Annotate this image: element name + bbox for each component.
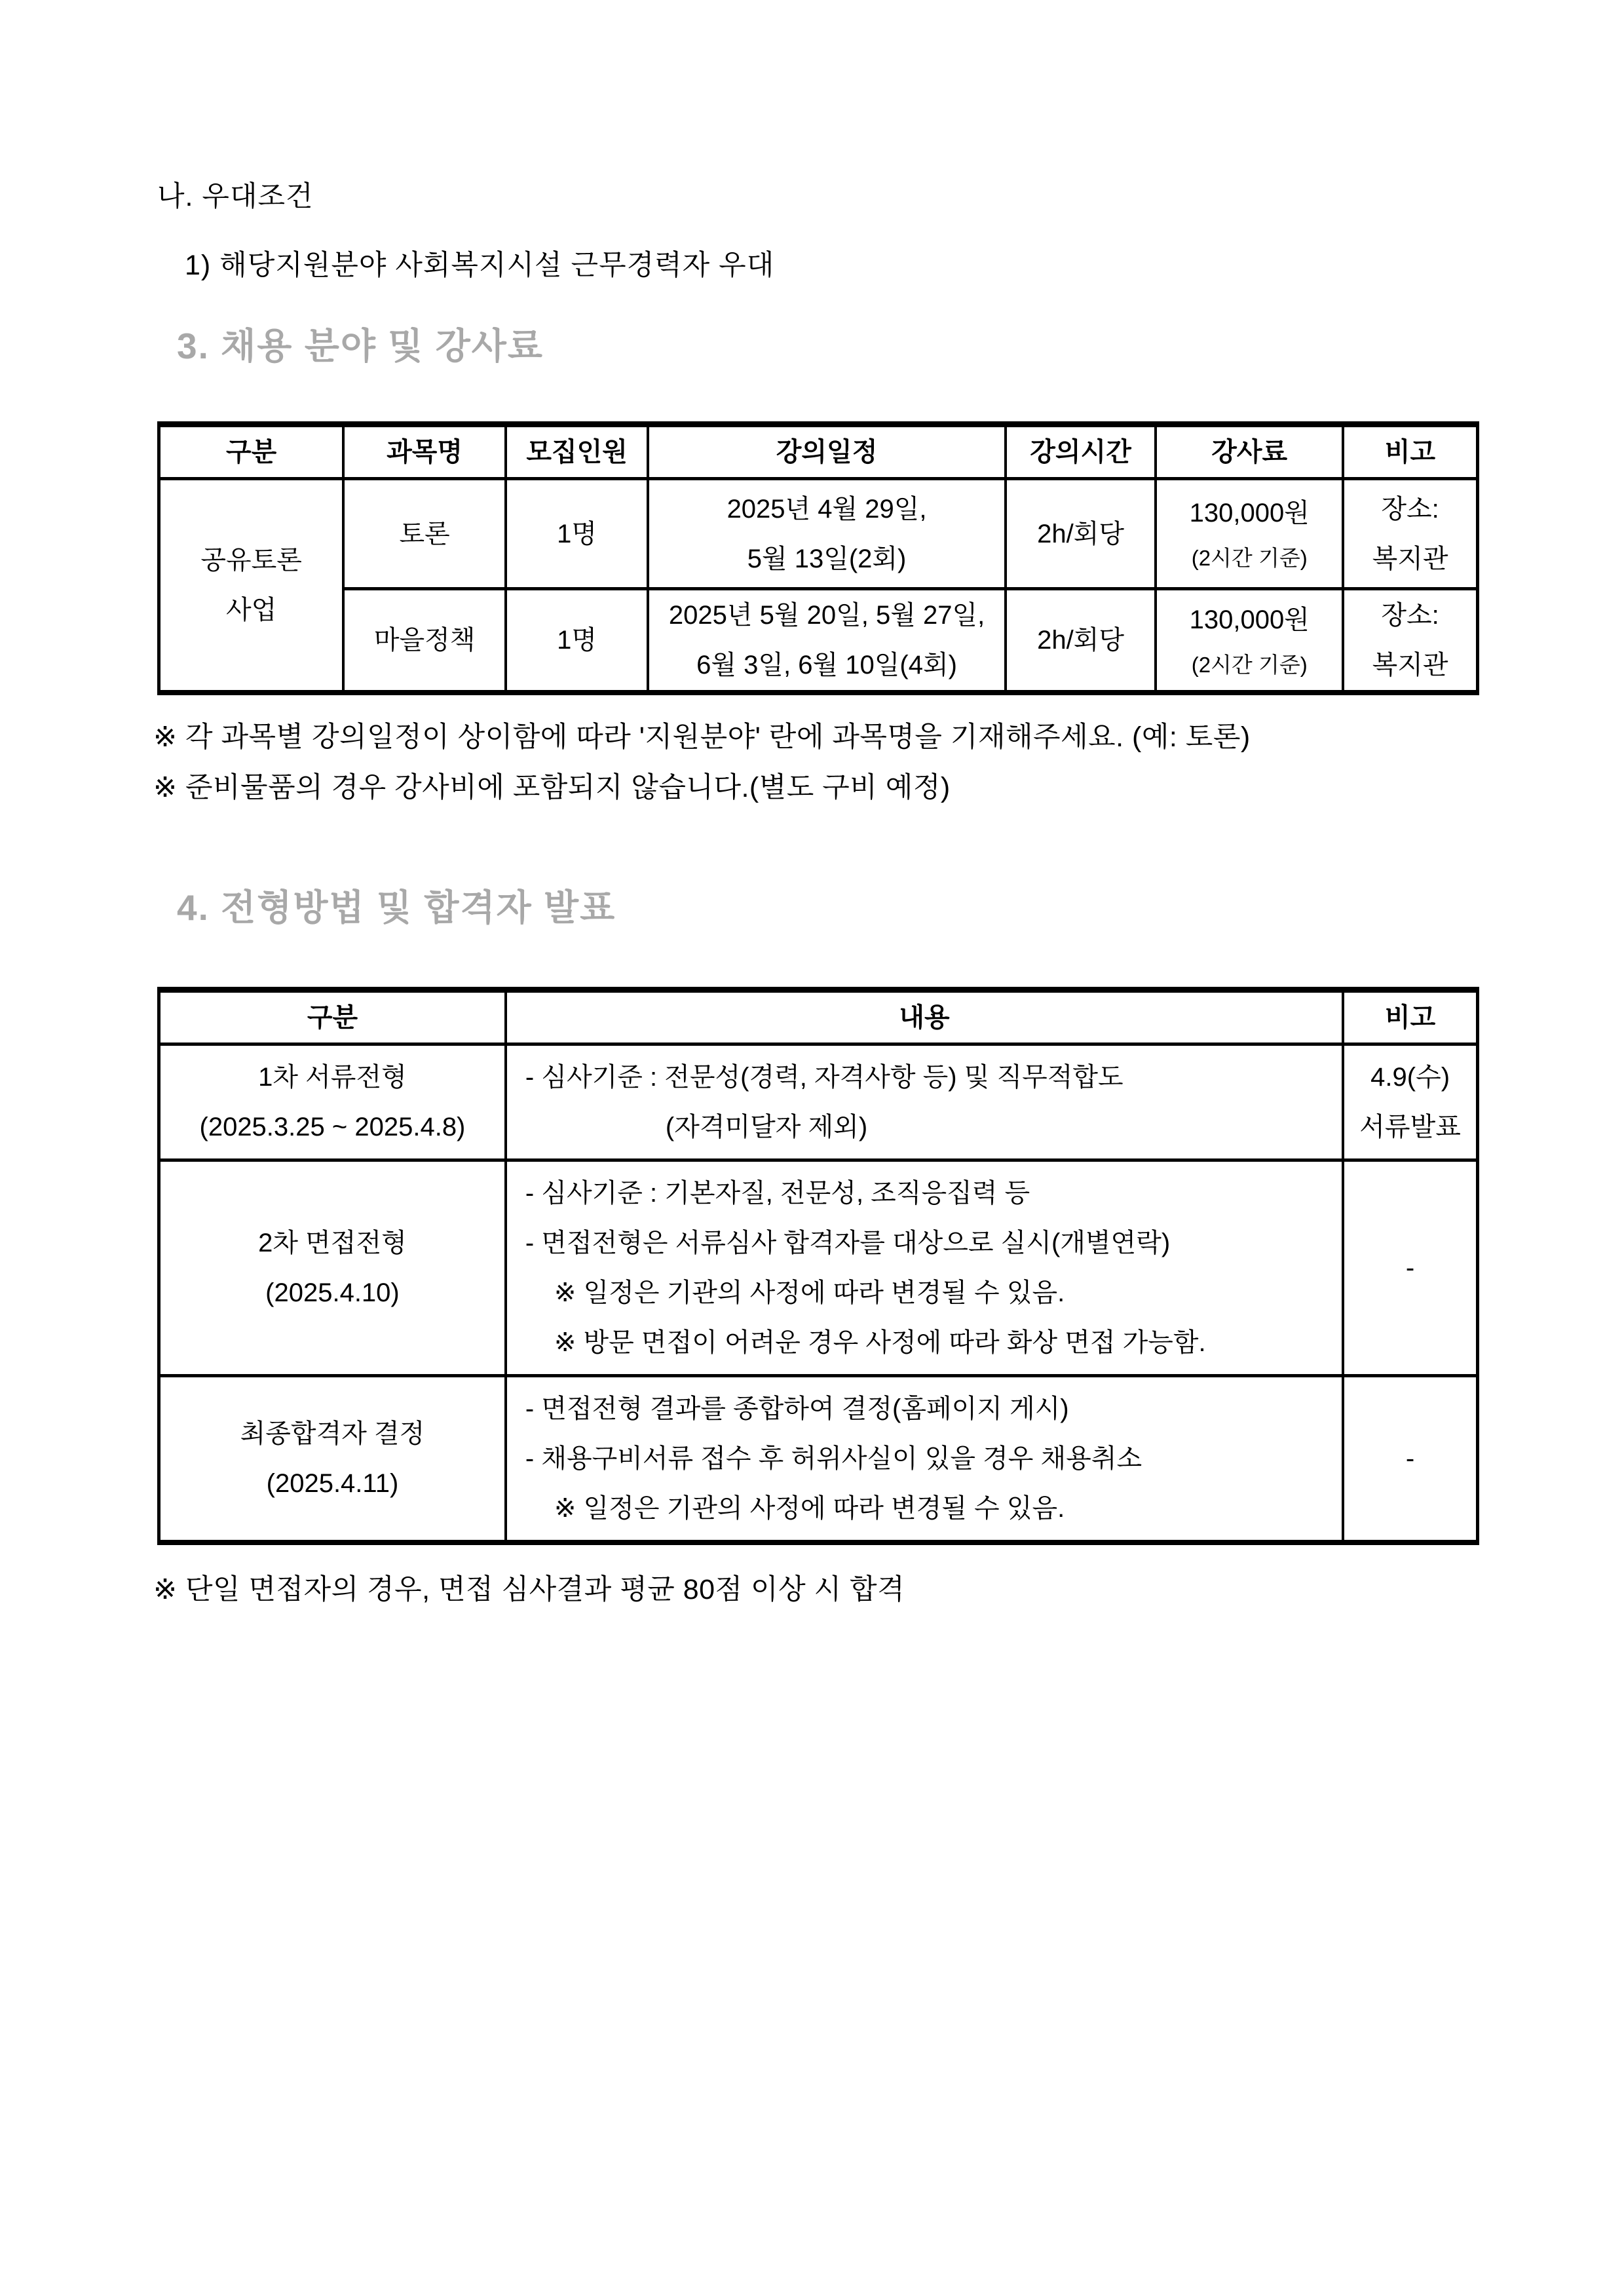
selection-process-table [157, 987, 1479, 1545]
stage-name: 2차 면접전형 [258, 1229, 407, 1257]
table-header-row [159, 425, 1478, 479]
remark-line: 복지관 [1372, 651, 1448, 679]
fee-amount: 130,000원 [1189, 605, 1310, 634]
content-line: ※ 일정은 기관의 사정에 따라 변경될 수 있음. [554, 1494, 1065, 1523]
fee-amount: 130,000원 [1189, 499, 1310, 528]
table-header-row [159, 990, 1478, 1044]
cell-content [506, 1044, 1343, 1160]
cell-remark: - [1343, 1376, 1477, 1543]
table-note: ※ 각 과목별 강의일정이 상이함에 따라 '지원분야' 란에 과목명을 기재해주세요. (예: 토론) [153, 721, 1251, 753]
intro-line-1: 나. 우대조건 [157, 181, 314, 212]
final-footnote: ※ 단일 면접자의 경우, 면접 심사결과 평균 80점 이상 시 합격 [153, 1574, 905, 1605]
header-schedule: 강의일정 [648, 425, 1006, 479]
schedule-line: 6월 3일, 6월 10일(4회) [696, 651, 957, 679]
category-line: 사업 [226, 596, 277, 624]
header-subject: 과목명 [343, 425, 506, 479]
cell-category [159, 479, 344, 693]
content-line: - 심사기준 : 기본자질, 전문성, 조직응집력 등 [525, 1179, 1030, 1208]
remark-line: 서류발표 [1359, 1113, 1461, 1141]
schedule-line: 5월 13일(2회) [747, 544, 907, 573]
stage-name: 최종합격자 결정 [240, 1419, 425, 1448]
cell-stage [159, 1044, 506, 1160]
stage-dates: (2025.4.10) [265, 1278, 400, 1307]
stage-name: 1차 서류전형 [258, 1063, 407, 1092]
header-fee: 강사료 [1156, 425, 1343, 479]
cell-remark [1343, 479, 1477, 589]
cell-content [506, 1376, 1343, 1543]
cell-stage [159, 1160, 506, 1376]
cell-count: 1명 [506, 479, 648, 589]
table-row [159, 1376, 1478, 1543]
header-hours: 강의시간 [1006, 425, 1156, 479]
header-remark: 비고 [1343, 425, 1477, 479]
table-note: ※ 준비물품의 경우 강사비에 포함되지 않습니다.(별도 구비 예정) [153, 772, 951, 803]
cell-stage [159, 1376, 506, 1543]
content-line: ※ 일정은 기관의 사정에 따라 변경될 수 있음. [554, 1278, 1065, 1307]
recruitment-fee-table [157, 421, 1479, 695]
cell-schedule [648, 479, 1006, 589]
cell-fee [1156, 479, 1343, 589]
content-line: ※ 방문 면접이 어려운 경우 사정에 따라 화상 면접 가능함. [554, 1328, 1206, 1357]
table-row [159, 479, 1478, 589]
remark-line: 복지관 [1372, 544, 1448, 573]
cell-count: 1명 [506, 589, 648, 693]
cell-remark [1343, 589, 1477, 693]
table-row [159, 589, 1478, 693]
content-line: - 채용구비서류 접수 후 허위사실이 있을 경우 채용취소 [525, 1444, 1142, 1473]
content-line: - 면접전형 결과를 종합하여 결정(홈페이지 게시) [525, 1394, 1069, 1423]
content-line: (자격미달자 제외) [665, 1113, 868, 1141]
table-row [159, 1044, 1478, 1160]
stage-dates: (2025.3.25 ~ 2025.4.8) [199, 1113, 466, 1141]
table-row [159, 1160, 1478, 1376]
section4-title: 4. 전형방법 및 합격자 발표 [177, 887, 616, 928]
schedule-line: 2025년 5월 20일, 5월 27일, [668, 601, 985, 630]
cell-remark: - [1343, 1160, 1477, 1376]
cell-content [506, 1160, 1343, 1376]
remark-line: 장소: [1381, 494, 1439, 524]
fee-basis: (2시간 기준) [1191, 546, 1308, 571]
header-count: 모집인원 [506, 425, 648, 479]
schedule-line: 2025년 4월 29일, [727, 494, 927, 524]
header-content: 내용 [506, 990, 1343, 1044]
category-line: 공유토론 [200, 546, 302, 575]
intro-line-2: 1) 해당지원분야 사회복지시설 근무경력자 우대 [185, 250, 775, 281]
cell-fee [1156, 589, 1343, 693]
header-remark: 비고 [1343, 990, 1477, 1044]
header-stage: 구분 [159, 990, 506, 1044]
content-line: - 면접전형은 서류심사 합격자를 대상으로 실시(개별연락) [525, 1229, 1171, 1257]
cell-subject: 마을정책 [343, 589, 506, 693]
section3-title: 3. 채용 분야 및 강사료 [177, 326, 544, 366]
remark-line: 4.9(수) [1370, 1063, 1450, 1092]
cell-hours: 2h/회당 [1006, 589, 1156, 693]
cell-schedule [648, 589, 1006, 693]
fee-basis: (2시간 기준) [1191, 652, 1308, 677]
content-line: - 심사기준 : 전문성(경력, 자격사항 등) 및 직무적합도 [525, 1063, 1124, 1092]
document-content [153, 0, 1479, 1607]
stage-dates: (2025.4.11) [266, 1469, 399, 1498]
remark-line: 장소: [1381, 601, 1439, 630]
cell-subject: 토론 [343, 479, 506, 589]
cell-hours: 2h/회당 [1006, 479, 1156, 589]
cell-remark [1343, 1044, 1477, 1160]
header-category: 구분 [159, 425, 344, 479]
